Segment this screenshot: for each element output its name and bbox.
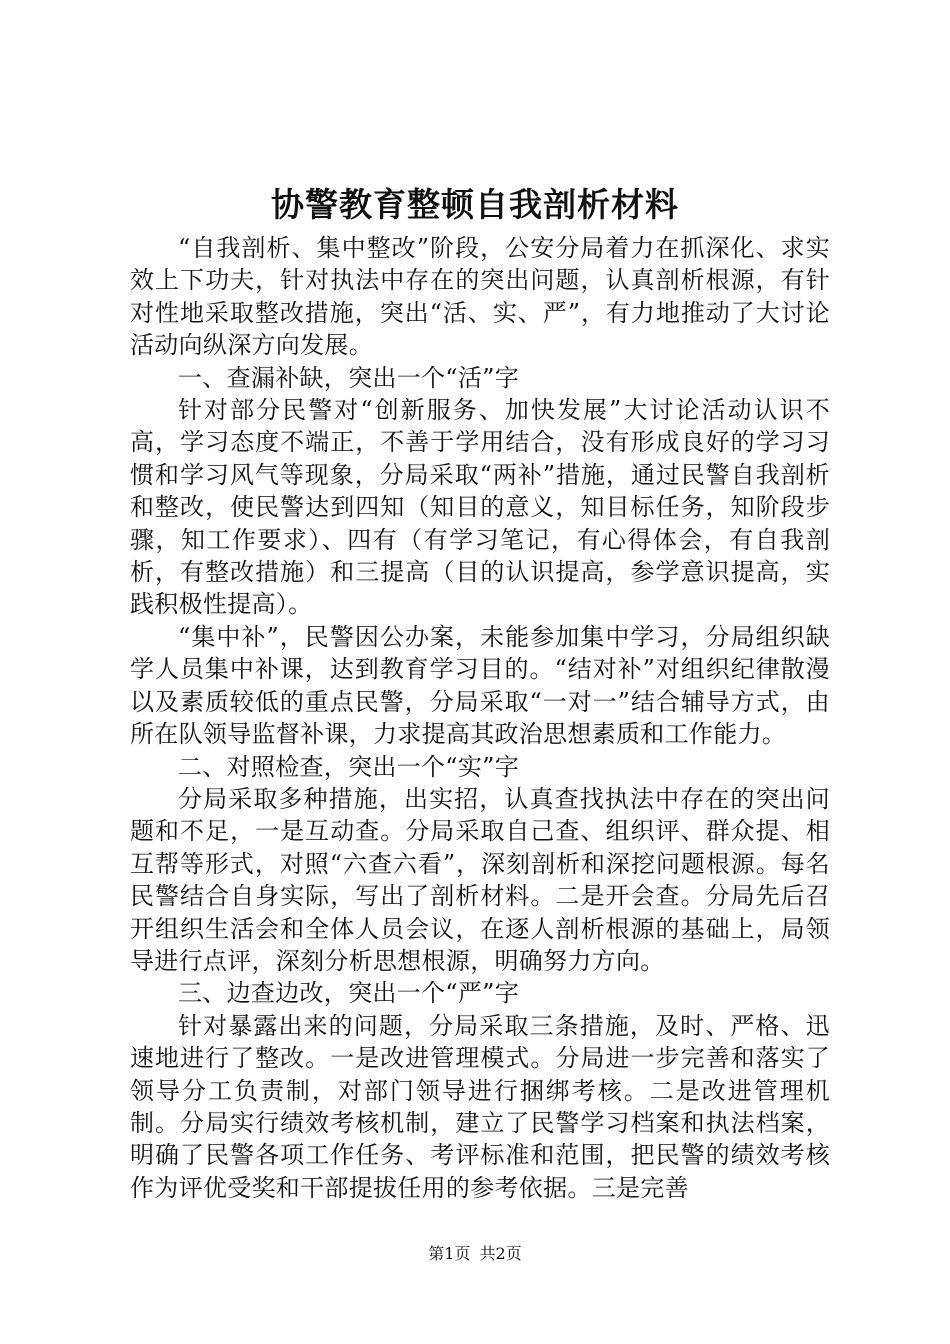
paragraph: “集中补”，民警因公办案，未能参加集中学习，分局组织缺学人员集中补课，达到教育学习目的。“结对补”对组织纪律散漫以及素质较低的重点民警，分局采取“一对一”结合辅导方式，由所在队领导监督补课，力求提高其政治思想素质和工作能力。 <box>130 622 830 749</box>
section-heading: 二、对照检查，突出一个“实”字 <box>178 752 520 781</box>
paragraph: 分局采取多种措施，出实招，认真查找执法中存在的突出问题和不足，一是互动查。分局采取自己查、组织评、群众提、相互帮等形式，对照“六查六看”，深刻剖析和深挖问题根源。每名民警结合自身实际，写出了剖析材料。二是开会查。分局先后召开组织生活会和全体人员会议，在逐人剖析根源的基础上，局领导进行点评，深刻分析思想根源，明确努力方向。 <box>130 784 830 975</box>
paragraph: “自我剖析、集中整改”阶段，公安分局着力在抓深化、求实效上下功夫，针对执法中存在的突出问题，认真剖析根源，有针对性地采取整改措施，突出“活、实、严”，有力地推动了大讨论活动向纵深方向发展。 <box>130 234 830 360</box>
paragraph: 针对暴露出来的问题，分局采取三条措施，及时、严格、迅速地进行了整改。一是改进管理模式。分局进一步完善和落实了领导分工负责制，对部门领导进行捆绑考核。二是改进管理机制。分局实行绩效考核机制，建立了民警学习档案和执法档案，明确了民警各项工作任务、考评标准和范围，把民警的绩效考核作为评优受奖和干部提拔任用的参考依据。三是完善 <box>130 1011 830 1202</box>
section-heading: 三、边查边改，突出一个“严”字 <box>178 979 520 1008</box>
section-heading: 一、查漏补缺，突出一个“活”字 <box>178 363 520 392</box>
document-title: 协警教育整顿自我剖析材料 <box>271 185 679 224</box>
document-body <box>130 232 830 1204</box>
paragraph: 针对部分民警对“创新服务、加快发展”大讨论活动认识不高，学习态度不端正，不善于学用结合，没有形成良好的学习习惯和学习风气等现象，分局采取“两补”措施，通过民警自我剖析和整改，使民警达到四知（知目的意义，知目标任务，知阶段步骤，知工作要求）、四有（有学习笔记，有心得体会，有自我剖析，有整改措施）和三提高（目的认识提高，参学意识提高，实践积极性提高）。 <box>130 396 830 619</box>
page-number-footer: 第1页 共2页 <box>428 1244 522 1263</box>
